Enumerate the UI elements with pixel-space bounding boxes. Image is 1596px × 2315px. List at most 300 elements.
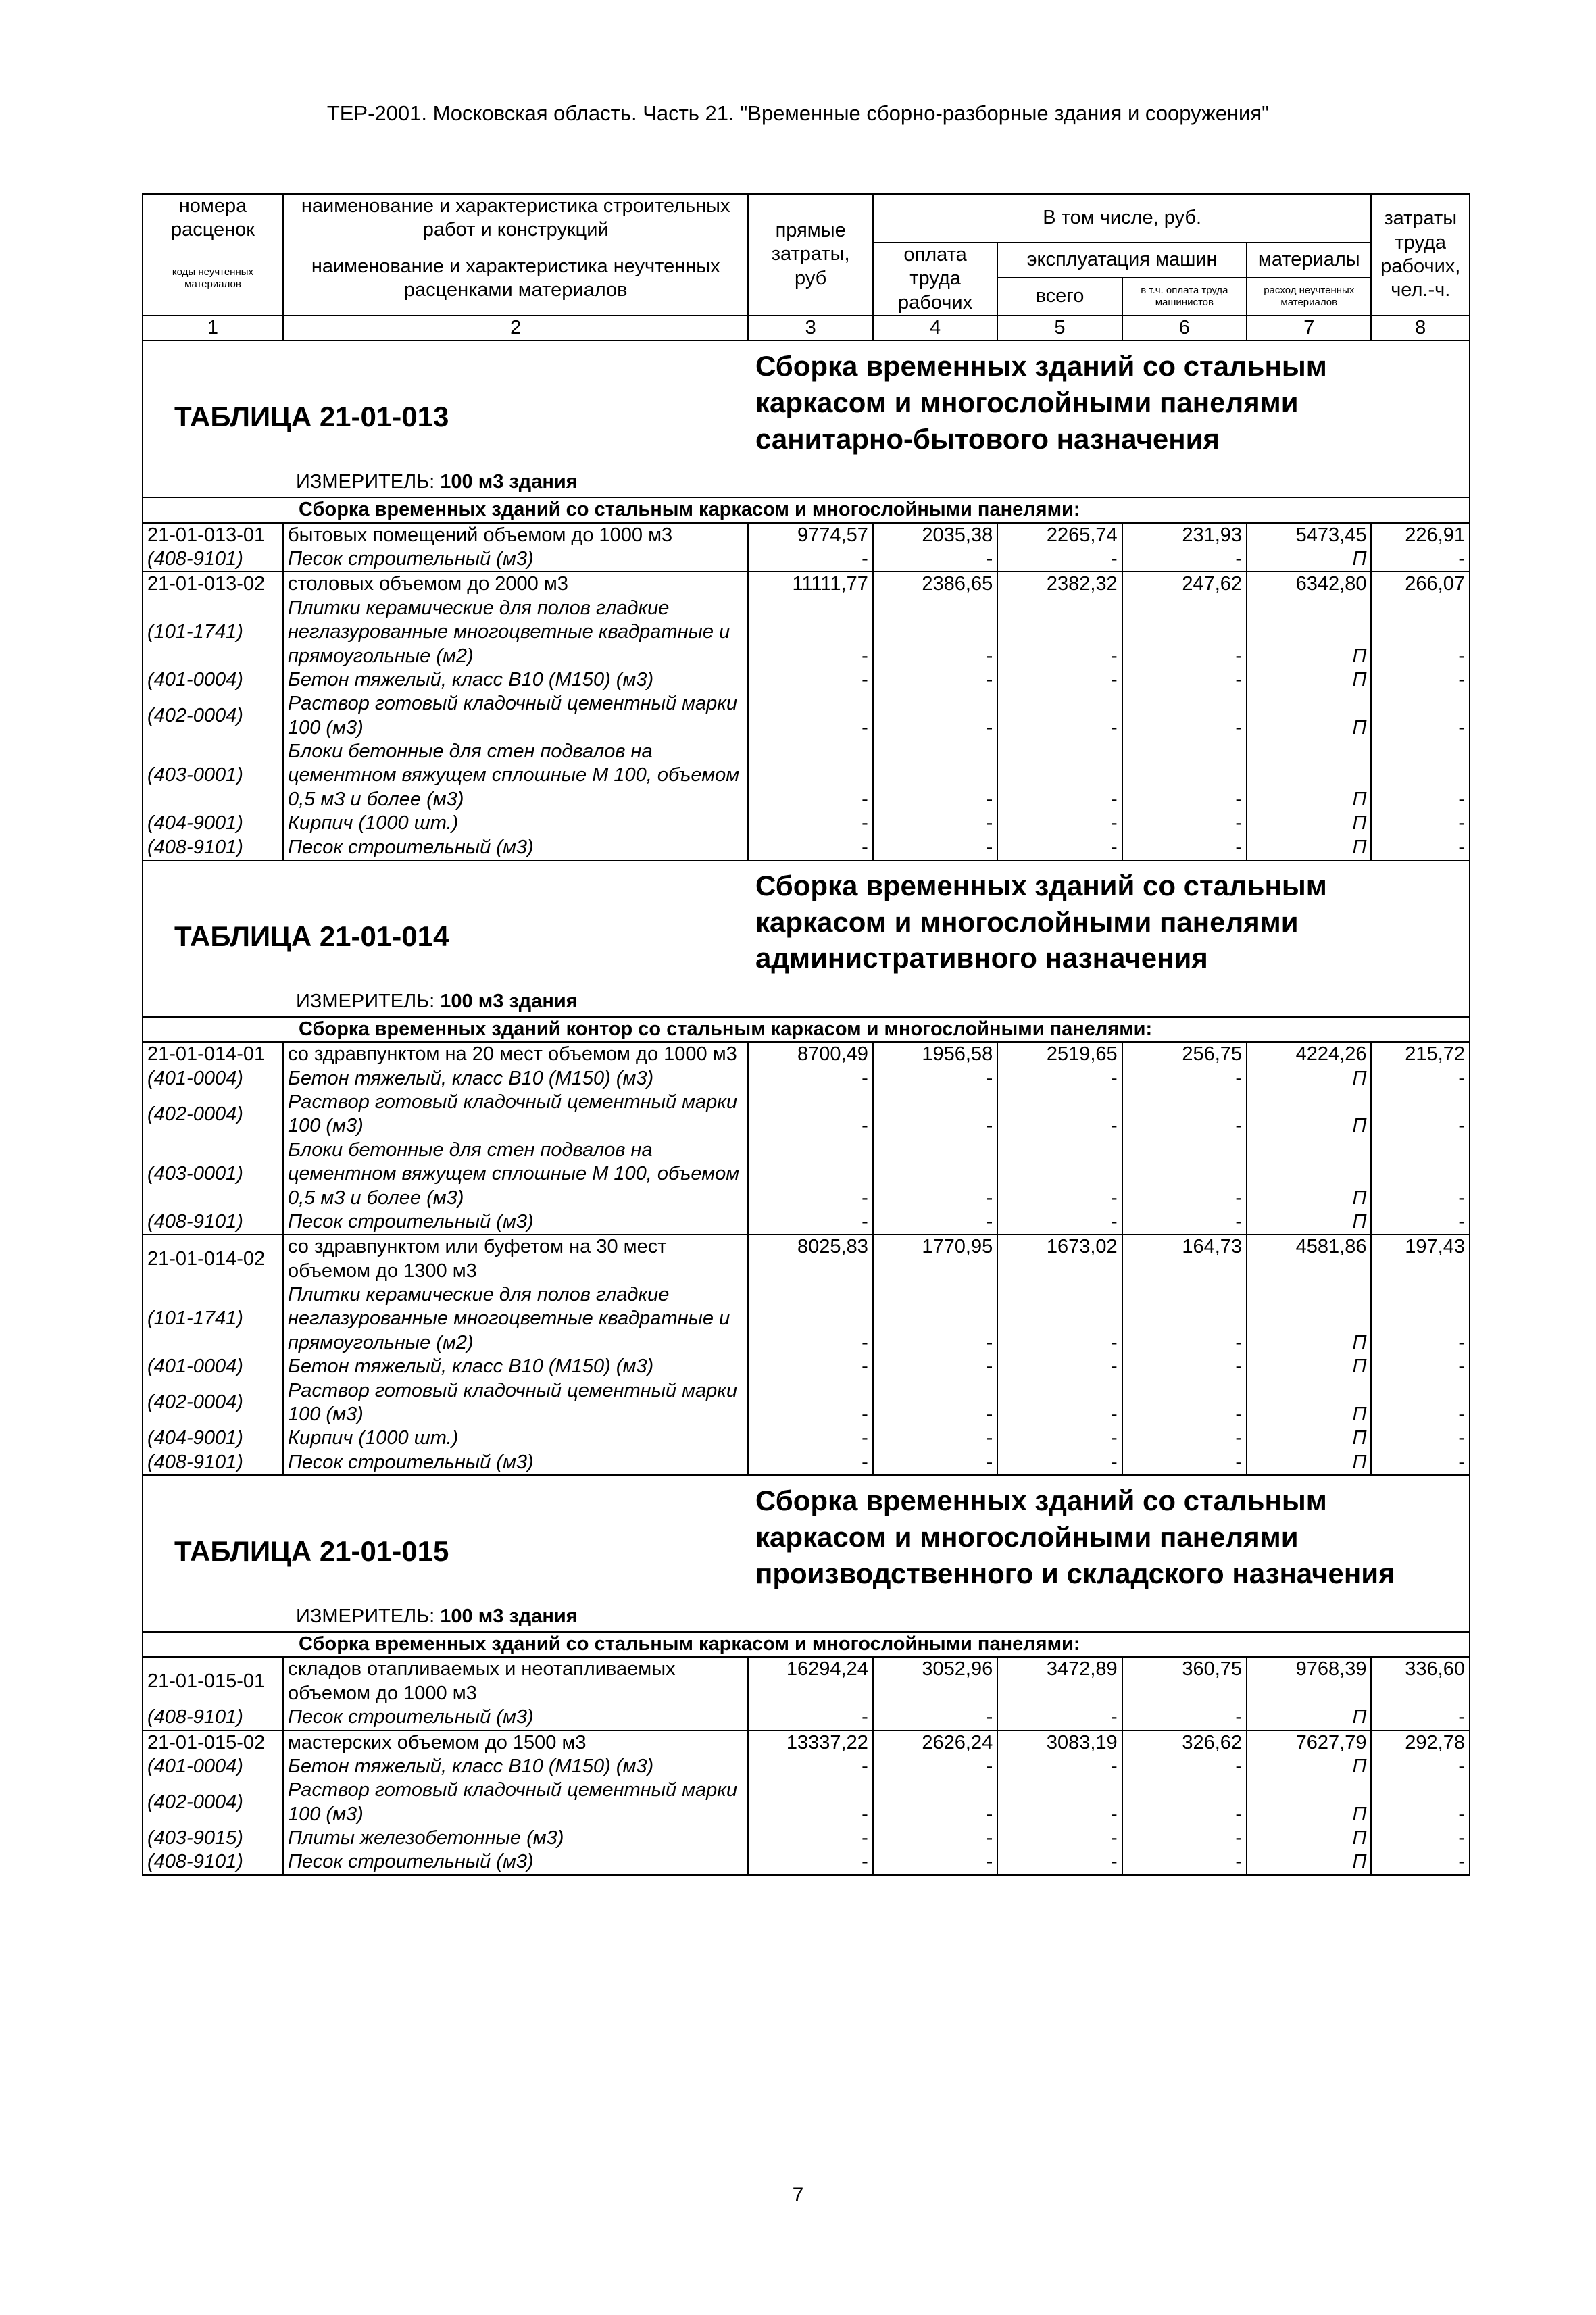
- c4-value: 2386,65: [873, 572, 997, 596]
- material-name: Песок строительный (м3): [283, 836, 748, 860]
- c8-value: -: [1371, 547, 1470, 572]
- c5-value: -: [997, 1283, 1122, 1355]
- page-number: 7: [792, 2184, 804, 2206]
- c7-value: 9768,39: [1247, 1657, 1371, 1706]
- material-name: Плиты железобетонные (м3): [283, 1826, 748, 1850]
- c5-value: -: [997, 1210, 1122, 1235]
- col-number: 6: [1122, 316, 1247, 341]
- c7-value: П: [1247, 547, 1371, 572]
- c3-value: -: [748, 836, 872, 860]
- meter-label: ИЗМЕРИТЕЛЬ:: [296, 1605, 435, 1627]
- material-code: (404-9001): [143, 1426, 283, 1450]
- material-code: (401-0004): [143, 1755, 283, 1778]
- col-number: 1: [143, 316, 283, 341]
- c3-value: 11111,77: [748, 572, 872, 596]
- c4-value: -: [873, 547, 997, 572]
- c3-value: -: [748, 668, 872, 692]
- col-number: 5: [997, 316, 1122, 341]
- c4-value: -: [873, 597, 997, 668]
- c5-value: -: [997, 547, 1122, 572]
- material-row: [143, 1451, 1470, 1475]
- material-code: (403-9015): [143, 1826, 283, 1850]
- c3-value: -: [748, 1826, 872, 1850]
- c8-value: 266,07: [1371, 572, 1470, 596]
- rate-name: столовых объемом до 2000 м3: [283, 572, 748, 596]
- c4-value: 1956,58: [873, 1042, 997, 1066]
- c3-value: -: [748, 740, 872, 812]
- c5-value: -: [997, 692, 1122, 740]
- c7-value: П: [1247, 836, 1371, 860]
- page-header: ТЕР-2001. Московская область. Часть 21. "Временные сборно-разборные здания и сооружения": [326, 101, 1270, 125]
- table-heading-row: [143, 341, 1470, 497]
- c4-value: -: [873, 1379, 997, 1427]
- rate-row: [143, 1657, 1470, 1706]
- col-number: 7: [1247, 316, 1371, 341]
- c6-value: -: [1122, 547, 1247, 572]
- c4-value: -: [873, 1755, 997, 1778]
- materials-header: материалы: [1247, 243, 1371, 278]
- c8-value: -: [1371, 1139, 1470, 1210]
- c3-value: 8700,49: [748, 1042, 872, 1066]
- c7-value: П: [1247, 812, 1371, 835]
- c5-value: -: [997, 1091, 1122, 1139]
- rate-code: 21-01-013-01: [143, 523, 283, 547]
- table-heading-block: [147, 1476, 1465, 1631]
- c6-value: 231,93: [1122, 523, 1247, 547]
- c4-value: -: [873, 1210, 997, 1235]
- c7-value: 6342,80: [1247, 572, 1371, 596]
- rate-name: мастерских объемом до 1500 м3: [283, 1731, 748, 1755]
- c6-value: -: [1122, 668, 1247, 692]
- col-number: 3: [748, 316, 872, 341]
- table-meter: [296, 1605, 578, 1628]
- c6-value: 360,75: [1122, 1657, 1247, 1706]
- c8-value: -: [1371, 1091, 1470, 1139]
- c3-value: -: [748, 1426, 872, 1450]
- table-meter: [296, 990, 578, 1014]
- c8-value: -: [1371, 1826, 1470, 1850]
- c7-value: П: [1247, 1426, 1371, 1450]
- material-code: (404-9001): [143, 812, 283, 835]
- material-name: Кирпич (1000 шт.): [283, 1426, 748, 1450]
- c3-value: -: [748, 1210, 872, 1235]
- material-row: [143, 812, 1470, 835]
- material-name: Раствор готовый кладочный цементный марки 100 (м3): [283, 1091, 748, 1139]
- c4-value: -: [873, 1067, 997, 1091]
- c7-value: П: [1247, 1091, 1371, 1139]
- rates-table-body: [143, 194, 1470, 1875]
- c3-value: -: [748, 597, 872, 668]
- col7-header: расход неучтенных материалов: [1247, 278, 1371, 316]
- c8-value: -: [1371, 668, 1470, 692]
- c8-value: -: [1371, 1755, 1470, 1778]
- c6-value: -: [1122, 1091, 1247, 1139]
- c4-value: 2626,24: [873, 1731, 997, 1755]
- section-title: Сборка временных зданий со стальным каркасом и многослойными панелями:: [143, 1632, 1470, 1657]
- table-title-line: каркасом и многослойными панелями: [755, 1520, 1299, 1553]
- material-name: Песок строительный (м3): [283, 547, 748, 572]
- material-row: [143, 1355, 1470, 1378]
- material-row: [143, 1755, 1470, 1778]
- material-code: (101-1741): [143, 1283, 283, 1355]
- material-code: (408-9101): [143, 547, 283, 572]
- table-name: ТАБЛИЦА 21-01-015: [174, 1535, 449, 1567]
- c3-value: -: [748, 547, 872, 572]
- c6-value: -: [1122, 692, 1247, 740]
- c6-value: -: [1122, 1755, 1247, 1778]
- c6-value: 326,62: [1122, 1731, 1247, 1755]
- material-code: (408-9101): [143, 1210, 283, 1235]
- c6-value: -: [1122, 1210, 1247, 1235]
- c6-value: -: [1122, 1283, 1247, 1355]
- col-number: 2: [283, 316, 748, 341]
- c5-value: -: [997, 1706, 1122, 1730]
- c5-value: 2519,65: [997, 1042, 1122, 1066]
- table-meter: [296, 470, 578, 494]
- material-code: (101-1741): [143, 597, 283, 668]
- table-title-line: каркасом и многослойными панелями: [755, 905, 1299, 938]
- c4-value: -: [873, 1706, 997, 1730]
- material-code: (401-0004): [143, 668, 283, 692]
- col5-header: всего: [997, 278, 1122, 316]
- table-title-line: производственного и складского назначения: [755, 1557, 1395, 1589]
- c3-value: -: [748, 1283, 872, 1355]
- c7-value: П: [1247, 668, 1371, 692]
- c8-value: -: [1371, 1706, 1470, 1730]
- table-title-line: Сборка временных зданий со стальным: [755, 350, 1327, 382]
- material-code: (408-9101): [143, 836, 283, 860]
- c3-value: -: [748, 1379, 872, 1427]
- c5-value: -: [997, 1451, 1122, 1475]
- c7-value: 7627,79: [1247, 1731, 1371, 1755]
- c7-value: П: [1247, 740, 1371, 812]
- rate-code: 21-01-015-01: [143, 1657, 283, 1706]
- c6-value: -: [1122, 1451, 1247, 1475]
- group-header: В том числе, руб.: [873, 194, 1372, 243]
- material-code: (402-0004): [143, 1091, 283, 1139]
- c5-value: 1673,02: [997, 1235, 1122, 1283]
- c6-value: -: [1122, 1426, 1247, 1450]
- c3-value: 8025,83: [748, 1235, 872, 1283]
- c8-value: -: [1371, 1283, 1470, 1355]
- c7-value: П: [1247, 1379, 1371, 1427]
- c8-value: -: [1371, 1426, 1470, 1450]
- c8-value: -: [1371, 1778, 1470, 1826]
- c7-value: П: [1247, 692, 1371, 740]
- c4-value: -: [873, 1091, 997, 1139]
- c8-value: -: [1371, 1067, 1470, 1091]
- table-name: ТАБЛИЦА 21-01-013: [174, 401, 449, 433]
- section-row: [143, 497, 1470, 522]
- c3-value: -: [748, 1755, 872, 1778]
- material-row: [143, 1091, 1470, 1139]
- c7-value: П: [1247, 1355, 1371, 1378]
- section-title: Сборка временных зданий контор со стальным каркасом и многослойными панелями:: [143, 1017, 1470, 1042]
- c7-value: П: [1247, 1778, 1371, 1826]
- material-name: Плитки керамические для полов гладкие неглазурованные многоцветные квадратные и прямоугольные (м2): [283, 597, 748, 668]
- c3-value: -: [748, 692, 872, 740]
- column-numbers-row: [143, 316, 1470, 341]
- c5-value: -: [997, 597, 1122, 668]
- c8-value: -: [1371, 836, 1470, 860]
- table-title-line: административного назначения: [755, 942, 1208, 974]
- material-row: [143, 597, 1470, 668]
- c3-value: 9774,57: [748, 523, 872, 547]
- material-row: [143, 1210, 1470, 1235]
- meter-value: 100 м3 здания: [440, 990, 578, 1012]
- c6-value: -: [1122, 1139, 1247, 1210]
- material-code: (401-0004): [143, 1355, 283, 1378]
- c5-value: -: [997, 1755, 1122, 1778]
- c8-value: -: [1371, 1850, 1470, 1874]
- c7-value: П: [1247, 1706, 1371, 1730]
- rates-table: [142, 193, 1470, 1876]
- rate-row: [143, 1042, 1470, 1066]
- c6-value: -: [1122, 836, 1247, 860]
- rate-row: [143, 572, 1470, 596]
- rate-code: 21-01-014-02: [143, 1235, 283, 1283]
- col6-header: в т.ч. оплата труда машинистов: [1122, 278, 1247, 316]
- c3-value: -: [748, 1850, 872, 1874]
- rate-code: 21-01-013-02: [143, 572, 283, 596]
- c4-value: -: [873, 1283, 997, 1355]
- table-heading-row: [143, 1475, 1470, 1632]
- c5-value: 2382,32: [997, 572, 1122, 596]
- c5-value: -: [997, 668, 1122, 692]
- c6-value: 256,75: [1122, 1042, 1247, 1066]
- c4-value: -: [873, 1426, 997, 1450]
- c8-value: -: [1371, 597, 1470, 668]
- material-name: Бетон тяжелый, класс В10 (М150) (м3): [283, 1067, 748, 1091]
- table-title-line: Сборка временных зданий со стальным: [755, 1485, 1327, 1516]
- c7-value: П: [1247, 1755, 1371, 1778]
- material-name: Плитки керамические для полов гладкие неглазурованные многоцветные квадратные и прямоугольные (м2): [283, 1283, 748, 1355]
- c4-value: -: [873, 1778, 997, 1826]
- rate-name: бытовых помещений объемом до 1000 м3: [283, 523, 748, 547]
- c8-value: -: [1371, 1451, 1470, 1475]
- c7-value: 5473,45: [1247, 523, 1371, 547]
- c8-value: -: [1371, 740, 1470, 812]
- col2-header-bottom: наименование и характеристика неучтенных расценками материалов: [283, 243, 748, 316]
- rate-row: [143, 1235, 1470, 1283]
- c4-value: -: [873, 836, 997, 860]
- material-name: Раствор готовый кладочный цементный марки 100 (м3): [283, 1379, 748, 1427]
- machines-header: эксплуатация машин: [997, 243, 1247, 278]
- material-name: Блоки бетонные для стен подвалов на цементном вяжущем сплошные М 100, объемом 0,5 м3 и более (м3): [283, 740, 748, 812]
- c8-value: 336,60: [1371, 1657, 1470, 1706]
- material-row: [143, 1426, 1470, 1450]
- c6-value: -: [1122, 1355, 1247, 1378]
- table-heading: [143, 341, 1470, 497]
- c3-value: -: [748, 1706, 872, 1730]
- c3-value: -: [748, 812, 872, 835]
- c5-value: -: [997, 1850, 1122, 1874]
- col8-header: затраты труда рабочих, чел.-ч.: [1371, 194, 1470, 316]
- rate-code: 21-01-014-01: [143, 1042, 283, 1066]
- c8-value: 292,78: [1371, 1731, 1470, 1755]
- rate-name: со здравпунктом или буфетом на 30 мест объемом до 1300 м3: [283, 1235, 748, 1283]
- c4-value: -: [873, 1355, 997, 1378]
- meter-label: ИЗМЕРИТЕЛЬ:: [296, 990, 435, 1012]
- c5-value: 3472,89: [997, 1657, 1122, 1706]
- meter-value: 100 м3 здания: [440, 1605, 578, 1627]
- material-row: [143, 1826, 1470, 1850]
- c4-value: 1770,95: [873, 1235, 997, 1283]
- c4-value: -: [873, 692, 997, 740]
- c6-value: -: [1122, 1850, 1247, 1874]
- c5-value: -: [997, 1067, 1122, 1091]
- material-code: (402-0004): [143, 1379, 283, 1427]
- material-row: [143, 668, 1470, 692]
- col1-header-top: номера расценок: [143, 194, 283, 243]
- table-heading: [143, 860, 1470, 1017]
- c7-value: П: [1247, 1826, 1371, 1850]
- c8-value: 215,72: [1371, 1042, 1470, 1066]
- rate-code: 21-01-015-02: [143, 1731, 283, 1755]
- section-row: [143, 1632, 1470, 1657]
- c4-value: -: [873, 1850, 997, 1874]
- material-row: [143, 1139, 1470, 1210]
- table-heading-row: [143, 860, 1470, 1017]
- material-row: [143, 1067, 1470, 1091]
- table-title: [755, 348, 1327, 457]
- rate-name: складов отапливаемых и неотапливаемых объемом до 1000 м3: [283, 1657, 748, 1706]
- header-row-1: [143, 194, 1470, 243]
- material-row: [143, 547, 1470, 572]
- material-name: Кирпич (1000 шт.): [283, 812, 748, 835]
- c5-value: -: [997, 812, 1122, 835]
- table-title-line: санитарно-бытового назначения: [755, 422, 1220, 455]
- c6-value: 164,73: [1122, 1235, 1247, 1283]
- c7-value: П: [1247, 1451, 1371, 1475]
- material-code: (402-0004): [143, 692, 283, 740]
- rate-row: [143, 1731, 1470, 1755]
- table-heading-block: [147, 861, 1465, 1016]
- c7-value: П: [1247, 1139, 1371, 1210]
- table-title: [755, 868, 1327, 976]
- col-number: 8: [1371, 316, 1470, 341]
- section-title: Сборка временных зданий со стальным каркасом и многослойными панелями:: [143, 497, 1470, 522]
- material-name: Бетон тяжелый, класс В10 (М150) (м3): [283, 1355, 748, 1378]
- c6-value: -: [1122, 1826, 1247, 1850]
- col1-header-bottom: коды неучтенных материалов: [143, 243, 283, 316]
- col4-header: оплата труда рабочих: [873, 243, 997, 316]
- c5-value: -: [997, 1426, 1122, 1450]
- c4-value: 3052,96: [873, 1657, 997, 1706]
- c3-value: -: [748, 1139, 872, 1210]
- rate-name: со здравпунктом на 20 мест объемом до 1000 м3: [283, 1042, 748, 1066]
- c7-value: 4581,86: [1247, 1235, 1371, 1283]
- material-name: Песок строительный (м3): [283, 1210, 748, 1235]
- material-code: (401-0004): [143, 1067, 283, 1091]
- c3-value: -: [748, 1778, 872, 1826]
- c4-value: -: [873, 812, 997, 835]
- rate-row: [143, 523, 1470, 547]
- c4-value: 2035,38: [873, 523, 997, 547]
- c5-value: -: [997, 1778, 1122, 1826]
- c8-value: -: [1371, 1355, 1470, 1378]
- c5-value: -: [997, 740, 1122, 812]
- material-row: [143, 1706, 1470, 1730]
- material-name: Песок строительный (м3): [283, 1706, 748, 1730]
- c7-value: П: [1247, 1210, 1371, 1235]
- material-code: (403-0001): [143, 1139, 283, 1210]
- material-code: (408-9101): [143, 1850, 283, 1874]
- c8-value: -: [1371, 812, 1470, 835]
- c6-value: -: [1122, 740, 1247, 812]
- col2-header-top: наименование и характеристика строительных работ и конструкций: [283, 194, 748, 243]
- table-name: ТАБЛИЦА 21-01-014: [174, 920, 449, 952]
- c6-value: 247,62: [1122, 572, 1247, 596]
- c3-value: -: [748, 1067, 872, 1091]
- material-code: (402-0004): [143, 1778, 283, 1826]
- table-title-line: Сборка временных зданий со стальным: [755, 869, 1327, 901]
- c8-value: -: [1371, 692, 1470, 740]
- col-number: 4: [873, 316, 997, 341]
- c5-value: -: [997, 1139, 1122, 1210]
- c5-value: 3083,19: [997, 1731, 1122, 1755]
- section-row: [143, 1017, 1470, 1042]
- c5-value: -: [997, 1379, 1122, 1427]
- c7-value: П: [1247, 597, 1371, 668]
- c4-value: -: [873, 740, 997, 812]
- material-row: [143, 1379, 1470, 1427]
- table-title-line: каркасом и многослойными панелями: [755, 387, 1299, 418]
- material-row: [143, 1778, 1470, 1826]
- c8-value: -: [1371, 1210, 1470, 1235]
- material-name: Раствор готовый кладочный цементный марки 100 (м3): [283, 1778, 748, 1826]
- material-name: Песок строительный (м3): [283, 1451, 748, 1475]
- c6-value: -: [1122, 1778, 1247, 1826]
- c3-value: 16294,24: [748, 1657, 872, 1706]
- c4-value: -: [873, 1451, 997, 1475]
- c5-value: -: [997, 836, 1122, 860]
- material-row: [143, 1283, 1470, 1355]
- c3-value: -: [748, 1451, 872, 1475]
- c5-value: -: [997, 1826, 1122, 1850]
- material-name: Блоки бетонные для стен подвалов на цементном вяжущем сплошные М 100, объемом 0,5 м3 и более (м3): [283, 1139, 748, 1210]
- material-code: (408-9101): [143, 1451, 283, 1475]
- table-title: [755, 1483, 1395, 1591]
- material-row: [143, 692, 1470, 740]
- c6-value: -: [1122, 1067, 1247, 1091]
- c3-value: 13337,22: [748, 1731, 872, 1755]
- table-heading-block: [147, 341, 1465, 497]
- c7-value: П: [1247, 1850, 1371, 1874]
- c6-value: -: [1122, 1379, 1247, 1427]
- meter-label: ИЗМЕРИТЕЛЬ:: [296, 470, 435, 493]
- c5-value: -: [997, 1355, 1122, 1378]
- material-name: Раствор готовый кладочный цементный марки 100 (м3): [283, 692, 748, 740]
- c6-value: -: [1122, 1706, 1247, 1730]
- c5-value: 2265,74: [997, 523, 1122, 547]
- c4-value: -: [873, 1139, 997, 1210]
- c8-value: -: [1371, 1379, 1470, 1427]
- meter-value: 100 м3 здания: [440, 470, 578, 493]
- c8-value: 226,91: [1371, 523, 1470, 547]
- c3-value: -: [748, 1091, 872, 1139]
- c4-value: -: [873, 668, 997, 692]
- c3-value: -: [748, 1355, 872, 1378]
- c4-value: -: [873, 1826, 997, 1850]
- c7-value: П: [1247, 1283, 1371, 1355]
- col3-header: прямые затраты, руб: [748, 194, 872, 316]
- material-row: [143, 836, 1470, 860]
- c6-value: -: [1122, 597, 1247, 668]
- c8-value: 197,43: [1371, 1235, 1470, 1283]
- material-name: Бетон тяжелый, класс В10 (М150) (м3): [283, 1755, 748, 1778]
- material-code: (403-0001): [143, 740, 283, 812]
